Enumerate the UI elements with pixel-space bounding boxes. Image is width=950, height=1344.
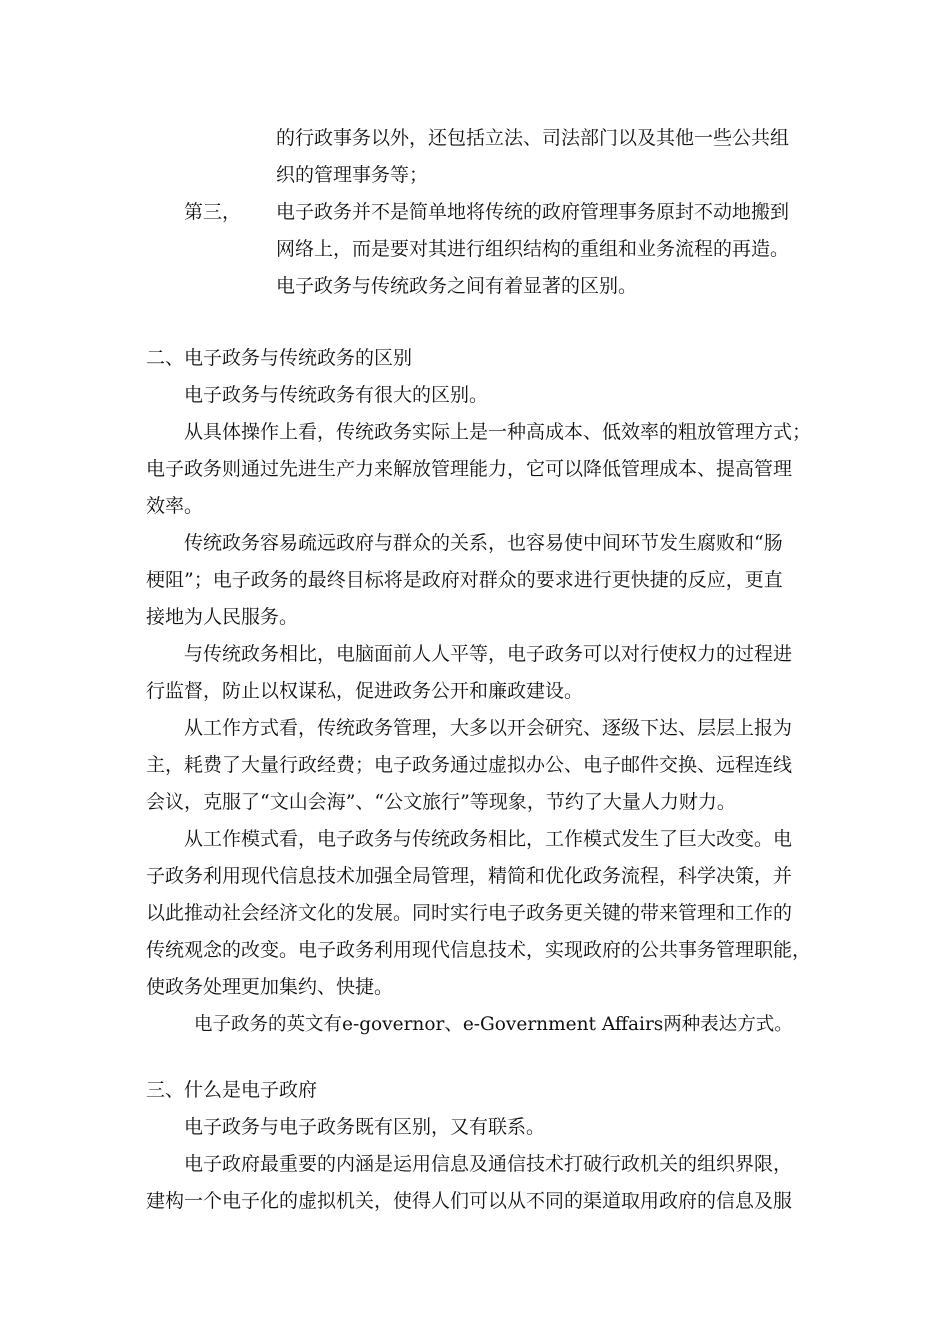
paragraph-line: 梗阻”；电子政务的最终目标将是政府对群众的要求进行更快捷的反应，更直 [146,569,783,591]
paragraph-line: 电子政府最重要的内涵是运用信息及通信技术打破行政机关的组织界限， [184,1153,793,1175]
section-heading: 三、什么是电子政府 [146,1079,318,1101]
paragraph-line: 电子政务则通过先进生产力来解放管理能力，它可以降低管理成本、提高管理 [146,458,793,480]
paragraph-line: 使政务处理更加集约、快捷。 [146,976,394,998]
paragraph-line: 会议，克服了“文山会海”、“公文旅行”等现象，节约了大量人力财力。 [146,791,736,813]
section-3 [146,1072,822,1220]
paragraph-line: 传统政务容易疏远政府与群众的关系，也容易使中间环节发生腐败和“肠 [184,532,783,554]
paragraph-line: 子政务利用现代信息技术加强全局管理，精简和优化政务流程，科学决策，并 [146,865,793,887]
paragraph-line: 主，耗费了大量行政经费；电子政务通过虚拟办公、电子邮件交换、远程连线 [146,754,793,776]
intro-block [146,120,822,305]
paragraph-line: 从工作方式看，传统政务管理，大多以开会研究、逐级下达、层层上报为 [184,717,793,739]
paragraph-line: 电子政务与传统政务有很大的区别。 [184,384,489,406]
paragraph-line: 行监督，防止以权谋私，促进政务公开和廉政建设。 [146,680,584,702]
paragraph-line: 接地为人民服务。 [146,606,299,628]
section-heading: 二、电子政务与传统政务的区别 [146,347,413,369]
intro-line: 的行政事务以外，还包括立法、司法部门以及其他一些公共组 [276,127,790,149]
paragraph-line: 建构一个电子化的虚拟机关，使得人们可以从不同的渠道取用政府的信息及服 [146,1190,793,1212]
third-line: 网络上，而是要对其进行组织结构的重组和业务流程的再造。 [276,238,790,260]
paragraph-line: 传统观念的改变。电子政务利用现代信息技术，实现政府的公共事务管理职能， [146,939,812,961]
paragraph-line: 以此推动社会经济文化的发展。同时实行电子政务更关键的带来管理和工作的 [146,902,793,924]
paragraph-line: 从具体操作上看，传统政务实际上是一种高成本、低效率的粗放管理方式； [184,421,812,443]
english-terms-line: 电子政务的英文有e-governor、e-Government Affairs两种表达方式。 [194,1014,793,1035]
third-point [146,194,822,231]
intro-line: 织的管理事务等； [276,164,429,186]
third-line: 电子政务与传统政务之间有着显著的区别。 [276,275,638,297]
section-2 [146,340,822,1043]
third-line: 电子政务并不是简单地将传统的政府管理事务原封不动地搬到 [276,201,790,223]
paragraph-line: 效率。 [146,495,204,517]
paragraph-line: 与传统政务相比，电脑面前人人平等，电子政务可以对行使权力的过程进 [184,643,793,665]
third-label: 第三， [184,201,242,223]
paragraph-line: 电子政务与电子政务既有区别，又有联系。 [184,1116,546,1138]
paragraph-line: 从工作模式看，电子政务与传统政务相比，工作模式发生了巨大改变。电 [184,828,793,850]
